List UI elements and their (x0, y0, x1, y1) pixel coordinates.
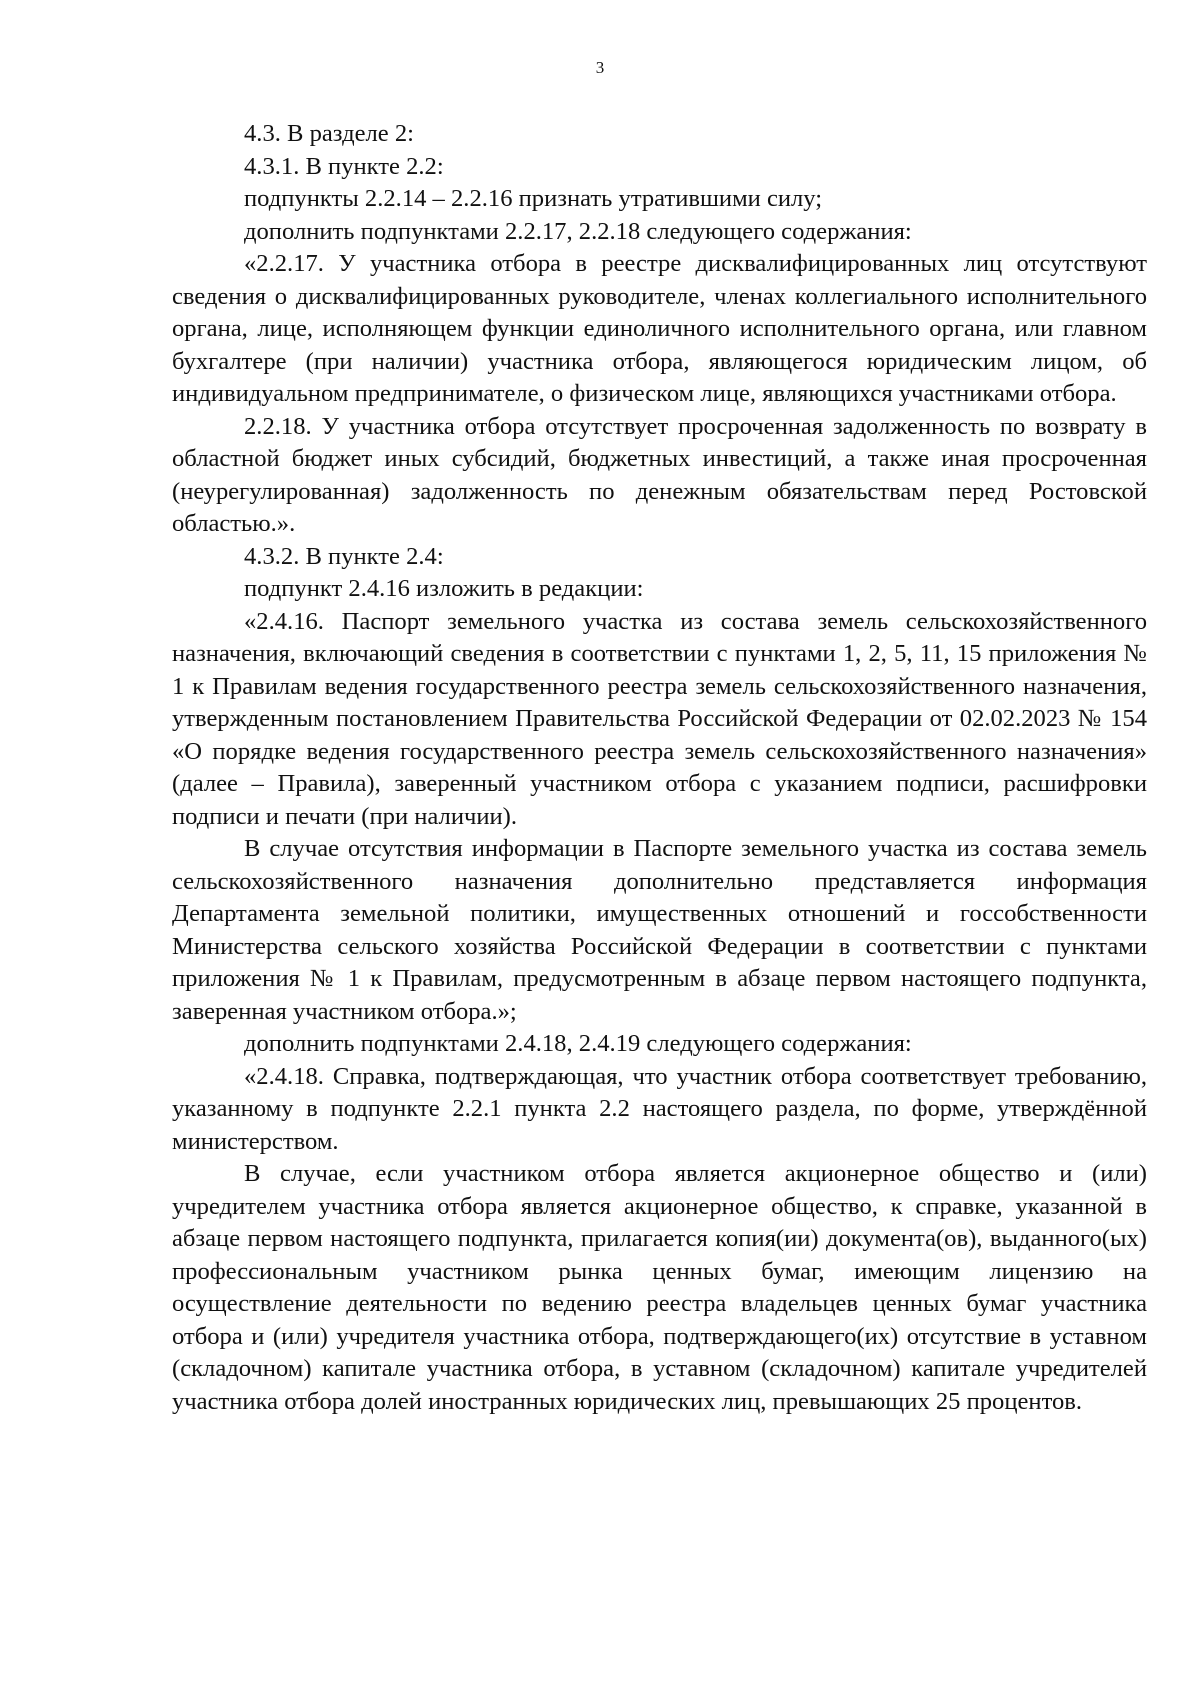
paragraph-4-3-1: 4.3.1. В пункте 2.2: (244, 152, 444, 180)
paragraph-section-4-3: 4.3. В разделе 2: (244, 120, 414, 147)
paragraph-2-2-17: «2.2.17. У участника отбора в реестре дисквалифицированных лиц отсутствуют сведения о дисквалифицированных руководителе, членах коллегиального исполнительного органа, лице, исполняющем функции единоличного исполнительного органа, или главном бухгалтере (при наличии) участника отбора, являющегося юридическим лицом, об индивидуальном предпринимателе, о физическом лице, являющихся участниками отбора. (172, 250, 1147, 407)
page-number: 3 (595, 58, 605, 77)
paragraph-joint-stock: В случае, если участником отбора является акционерное общество и (или) учредителем участника отбора является акционерное общество, к справке, указанной в абзаце первом настоящего подпункта, прилагается копия(ии) документа(ов), выданного(ых) профессиональным участником рынка ценных бумаг, имеющим лицензию на осуществление деятельности по ведению реестра владельцев ценных бумаг участника отбора и (или) учредителя участника отбора, подтверждающего(их) отсутствие в уставном (складочном) капитале участника отбора, в уставном (складочном) капитале учредителей участника отбора долей иностранных юридических лиц, превышающих 25 процентов. (172, 1160, 1147, 1415)
paragraph-missing-info: В случае отсутствия информации в Паспорте земельного участка из состава земель сельскохозяйственного назначения дополнительно представляется информация Департамента земельной политики, имущественных отношений и госсобственности Министерства сельского хозяйства Российской Федерации в соответствии с пунктами приложения № 1 к Правилам, предусмотренным в абзаце первом настоящего подпункта, заверенная участником отбора.»; (172, 835, 1147, 1025)
paragraph-repeal-2-2-14: подпункты 2.2.14 – 2.2.16 признать утратившими силу; (244, 185, 823, 212)
paragraph-edit-2-4-16: подпункт 2.4.16 изложить в редакции: (244, 575, 644, 602)
paragraph-2-4-18: «2.4.18. Справка, подтверждающая, что участник отбора соответствует требованию, указанному в подпункте 2.2.1 пункта 2.2 настоящего раздела, по форме, утверждённой министерством. (172, 1062, 1147, 1155)
document-body (172, 118, 1147, 1418)
paragraph-add-2-4-18: дополнить подпунктами 2.4.18, 2.4.19 следующего содержания: (244, 1030, 912, 1057)
paragraph-4-3-2: 4.3.2. В пункте 2.4: (244, 542, 444, 570)
paragraph-2-4-16: «2.4.16. Паспорт земельного участка из состава земель сельскохозяйственного назначения, включающий сведения в соответствии с пунктами 1, 2, 5, 11, 15 приложения № 1 к Правилам ведения государственного реестра земель сельскохозяйственного назначения, утвержденным постановлением Правительства Российской Федерации от 02.02.2023 № 154 «О порядке ведения государственного реестра земель сельскохозяйственного назначения» (далее – Правила), заверенный участником отбора с указанием подписи, расшифровки подписи и печати (при наличии). (172, 607, 1147, 830)
paragraph-add-2-2-17: дополнить подпунктами 2.2.17, 2.2.18 следующего содержания: (244, 217, 912, 245)
paragraph-2-2-18: 2.2.18. У участника отбора отсутствует просроченная задолженность по возврату в областной бюджет иных субсидий, бюджетных инвестиций, а также иная просроченная (неурегулированная) задолженность по денежным обязательствам перед Ростовской областью.». (172, 412, 1147, 537)
